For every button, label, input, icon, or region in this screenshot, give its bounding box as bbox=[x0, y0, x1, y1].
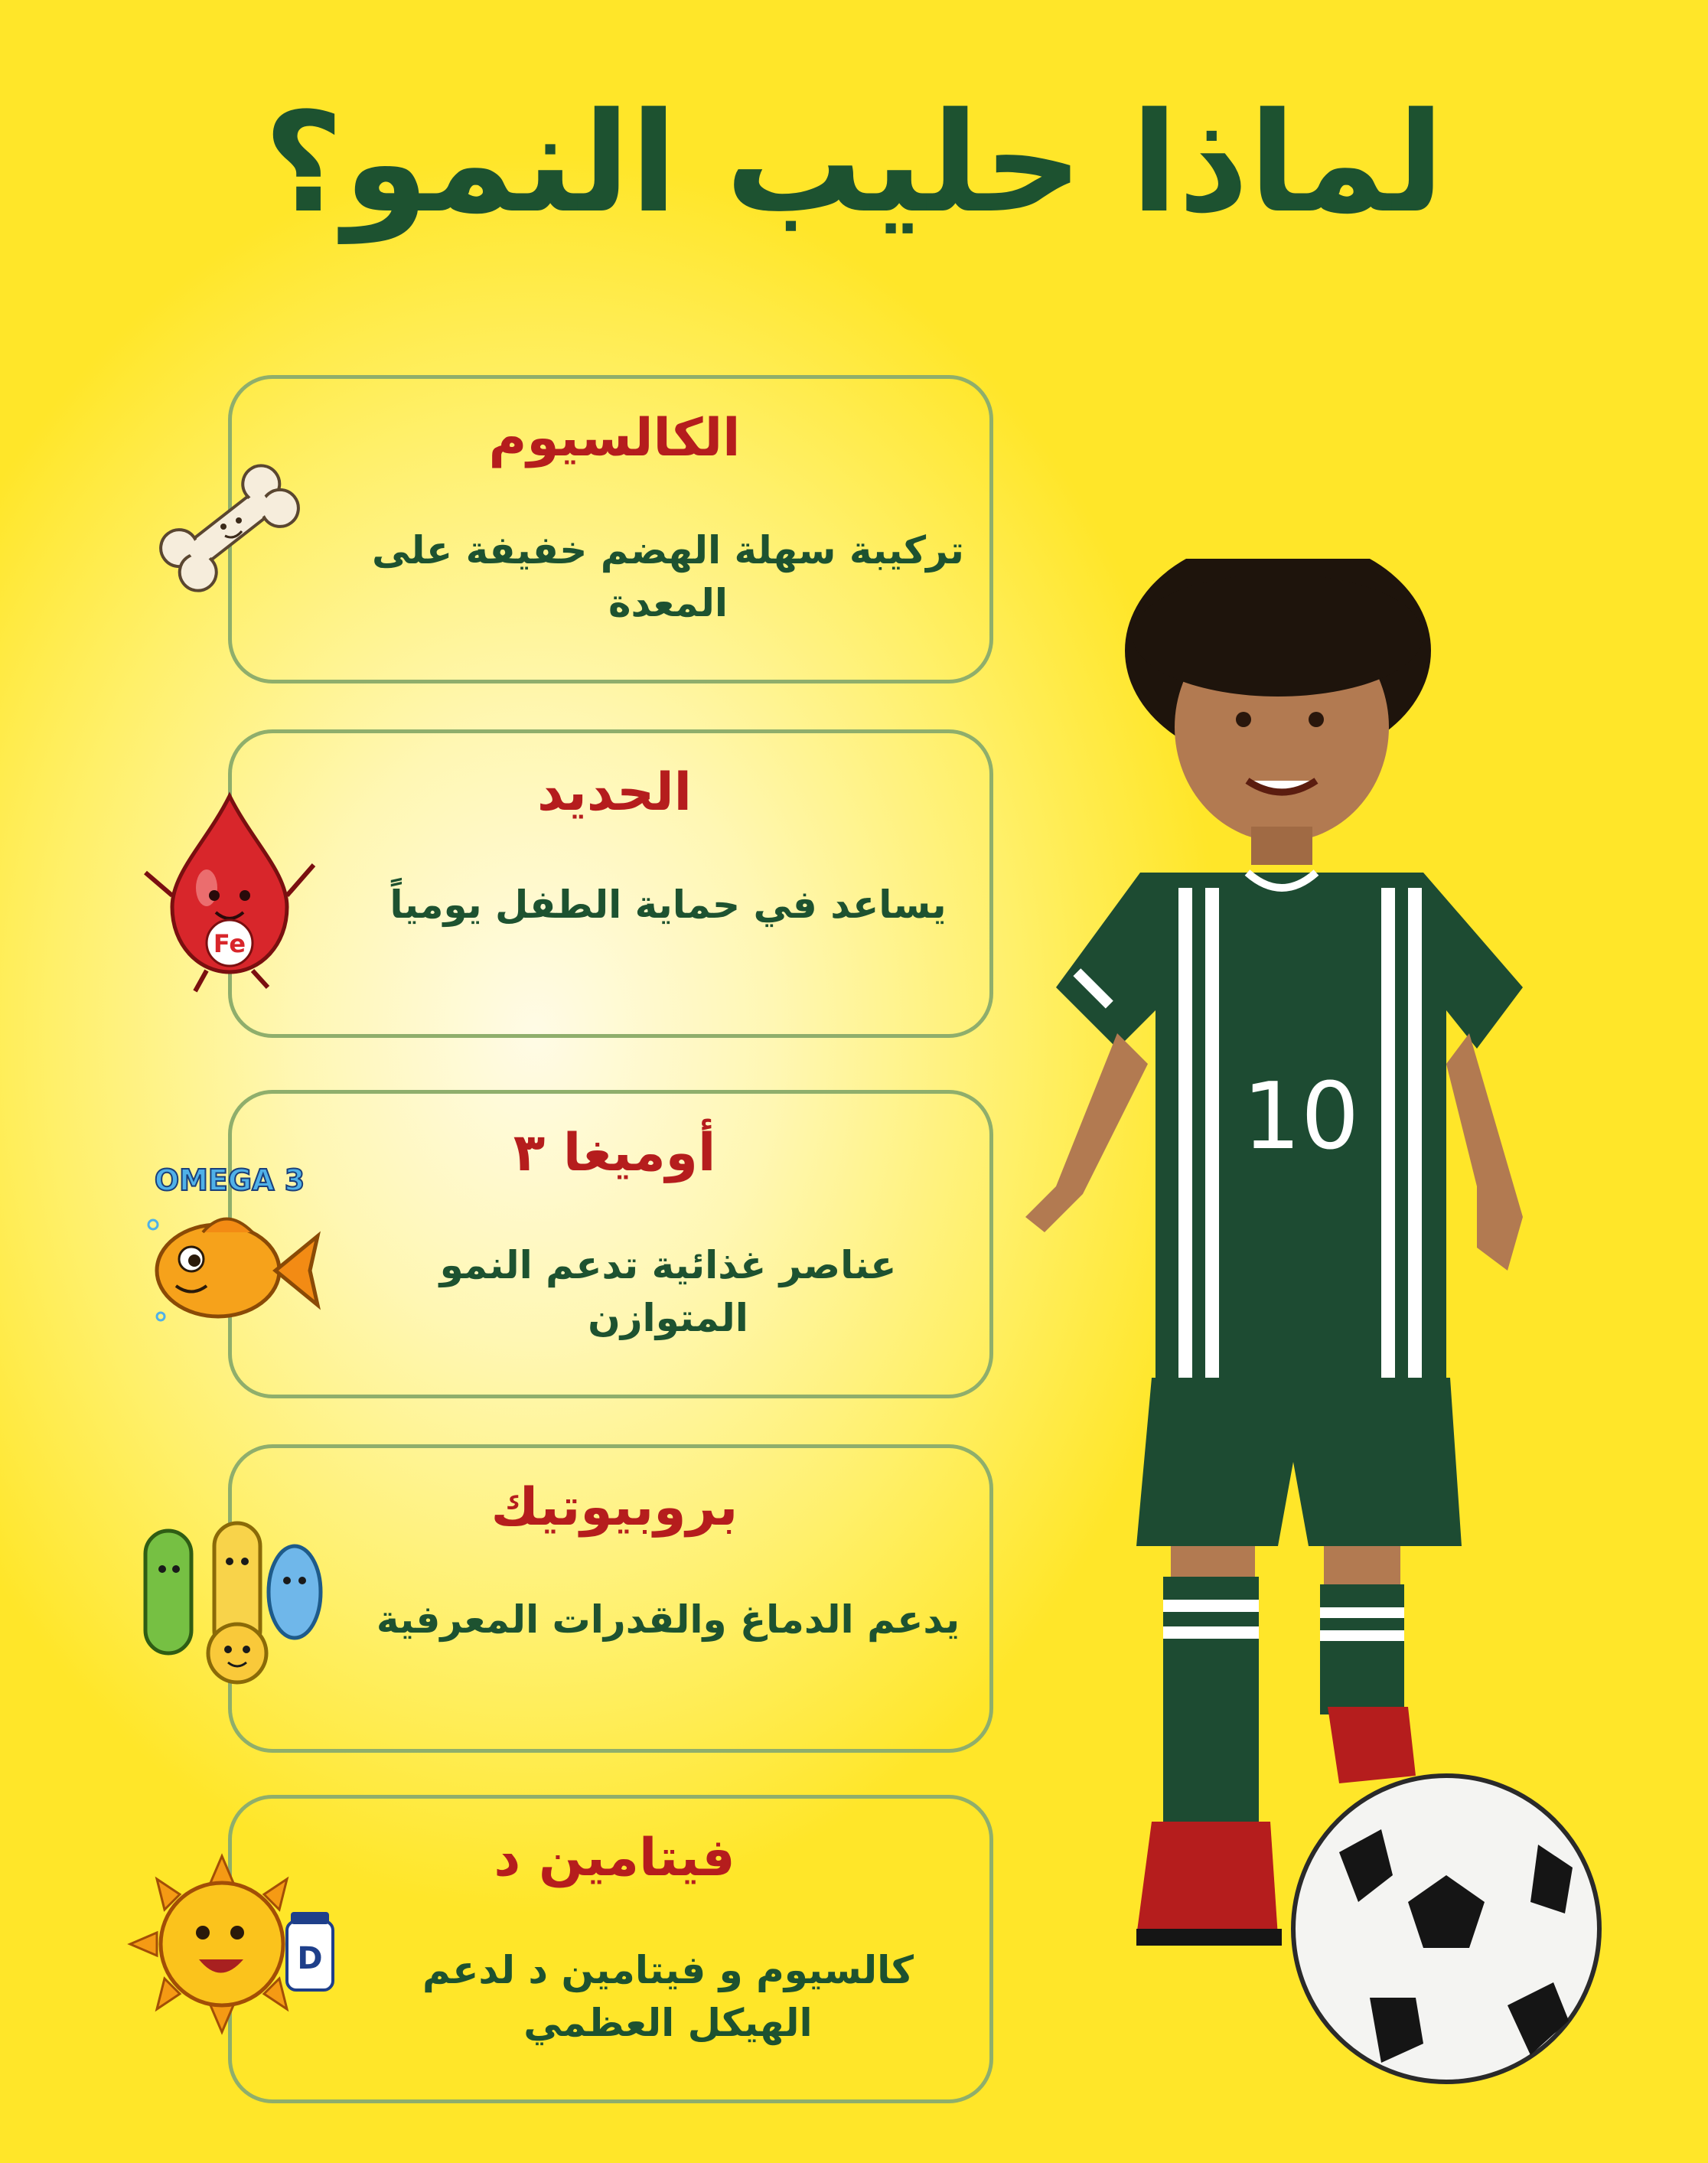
probiotic-bacteria-icon bbox=[122, 1500, 337, 1699]
vitamin-d-sun-icon bbox=[122, 1852, 344, 2036]
benefit-card-calcium bbox=[228, 375, 993, 683]
benefit-card-omega3 bbox=[228, 1090, 993, 1398]
benefit-card-iron bbox=[228, 729, 993, 1038]
card-title: الكالسيوم bbox=[488, 408, 741, 468]
card-title: فيتامين د bbox=[494, 1828, 735, 1888]
iron-drop-icon bbox=[130, 781, 329, 995]
omega3-fish-icon bbox=[130, 1148, 329, 1347]
card-title: أوميغا ٣ bbox=[513, 1123, 716, 1183]
card-title: بروبيوتيك bbox=[491, 1477, 738, 1538]
card-description: كالسيوم و فيتامين د لدعم الهيكل العظمي bbox=[422, 1948, 914, 2045]
omega3-label: OMEGA 3 bbox=[154, 1163, 305, 1197]
benefit-card-probiotic bbox=[228, 1444, 993, 1753]
card-description: يساعد في حماية الطفل يومياً bbox=[390, 882, 947, 927]
card-description: يدعم الدماغ والقدرات المعرفية bbox=[376, 1597, 960, 1642]
card-title: الحديد bbox=[537, 762, 692, 823]
card-description: عناصر غذائية تدعم النمو المتوازن bbox=[439, 1243, 897, 1340]
bone-icon bbox=[145, 444, 314, 612]
vitamin-d-label: D bbox=[297, 1941, 323, 1976]
jersey-number: 10 bbox=[1242, 1064, 1360, 1170]
card-description: تركيبة سهلة الهضم خفيفة على المعدة bbox=[372, 528, 964, 625]
page-title: لماذا حليب النمو؟ bbox=[263, 83, 1445, 243]
child-football-photo bbox=[941, 559, 1630, 2120]
fe-label: Fe bbox=[213, 929, 246, 958]
